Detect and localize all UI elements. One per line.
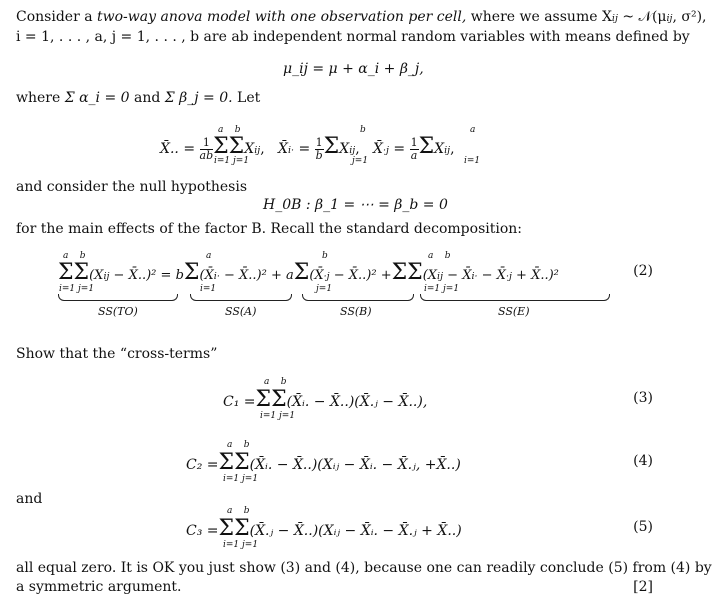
intro-line-2: i = 1, . . . , a, j = 1, . . . , b are ab independent normal random variables with means defined by (16, 29, 690, 45)
conclusion-line-2: a symmetric argument. (16, 579, 182, 595)
brace-ss-e (420, 294, 610, 301)
null-intro: and consider the null hypothesis (16, 179, 248, 195)
eq-number-3: (3) (633, 390, 653, 406)
show-text: Show that the “cross-terms” (16, 346, 218, 362)
equation-c1: C₁ =ΣΣ(X̄ᵢ. − X̄..)(X̄.ⱼ − X̄..), (223, 387, 428, 412)
eq-number-2: (2) (633, 263, 653, 279)
eq-number-4: (4) (633, 453, 653, 469)
label-ss-a: SS(A) (225, 305, 257, 318)
label-ss-e: SS(E) (498, 305, 530, 318)
decomposition-intro: for the main effects of the factor B. Recall the standard decomposition: (16, 221, 523, 237)
label-ss-b: SS(B) (340, 305, 372, 318)
null-hypothesis: H_0B : β_1 = ⋯ = β_b = 0 (263, 197, 448, 213)
marks-badge: [2] (633, 579, 653, 595)
conclusion-line-1: all equal zero. It is OK you just show (3) and (4), because one can readily conclude (5) from (4) by (16, 560, 712, 576)
intro-line-1: Consider a two-way anova model with one observation per cell, where we assume Xij ~ 𝒩(μij, σ²), (16, 9, 707, 25)
equation-c2: C₂ =ΣΣ(X̄ᵢ. − X̄..)(Xᵢⱼ − X̄ᵢ. − X̄.ⱼ, +X̄..) (186, 450, 461, 475)
equation-c3: C₃ =ΣΣ(X̄.ⱼ − X̄..)(Xᵢⱼ − X̄ᵢ. − X̄.ⱼ + X̄..) (186, 516, 462, 541)
mean-definitions: X̄.. = $\frac{1}{ab}$ ΣΣXij, X̄i· = $\frac{1}{b}$ ΣXij, X̄·j = $\frac{1}{a}$ ΣXij, (160, 134, 455, 162)
eq-number-5: (5) (633, 519, 653, 535)
label-ss-to: SS(TO) (98, 305, 138, 318)
mean-equation: μ_ij = μ + α_i + β_j, (283, 61, 424, 77)
brace-ss-a (190, 294, 292, 301)
brace-ss-b (302, 294, 414, 301)
brace-ss-to (58, 294, 178, 301)
decomposition-equation: ΣΣ(Xij − X̄..)² = bΣ(X̄i· − X̄..)² + aΣ(X̄·j − X̄..)² +ΣΣ(Xij − X̄i· − X̄·j + X̄..)² (58, 260, 559, 285)
where-line: where Σ α_i = 0 and Σ β_j = 0. Let (16, 90, 261, 106)
problem-page: Consider a two-way anova model with one observation per cell, where we assume Xij ~ 𝒩(μij, σ²), i = 1, . . . , a, j = 1, . . . , b are ab independent normal random variables with means defined by μ_ij = μ + α_i + β_j, where Σ α_i = 0 and Σ β_j = 0. Let X̄.. = $\frac{1}{ab}$ ΣΣXij, X̄i· = $\frac{1}{b}$ ΣXij, X̄·j = $\frac{1}{a}$ ΣXij, a b i=1 j=1 b j=1 a i=1 and consider the null hypothesis H_0B : β_1 = ⋯ = β_b = 0 for the main effects of the factor B. Recall the standard decomposition: ΣΣ(Xij − X̄..)² = bΣ(X̄i· − X̄..)² + aΣ(X̄·j − X̄..)² +ΣΣ(Xij − X̄i· − X̄·j + X̄..)² (2) a b i=1 j=1 a i=1 b j=1 a b i=1 j=1 SS(TO) SS(A) SS(B) SS(E) Show that the “cross-terms” C₁ =ΣΣ(X̄ᵢ. − X̄..)(X̄.ⱼ − X̄..), a b i=1 j=1 (3) C₂ =ΣΣ(X̄ᵢ. − X̄..)(Xᵢⱼ − X̄ᵢ. − X̄.ⱼ, +X̄..) a b i=1 j=1 (4) and C₃ =ΣΣ(X̄.ⱼ − X̄..)(Xᵢⱼ − X̄ᵢ. − X̄.ⱼ + X̄..) a b i=1 j=1 (5) all equal zero. It is OK you just show (3) and (4), because one can readily conclude (5) from (4) by a symmetric argument. [2] (16, 9, 712, 595)
and-word: and (16, 491, 43, 507)
